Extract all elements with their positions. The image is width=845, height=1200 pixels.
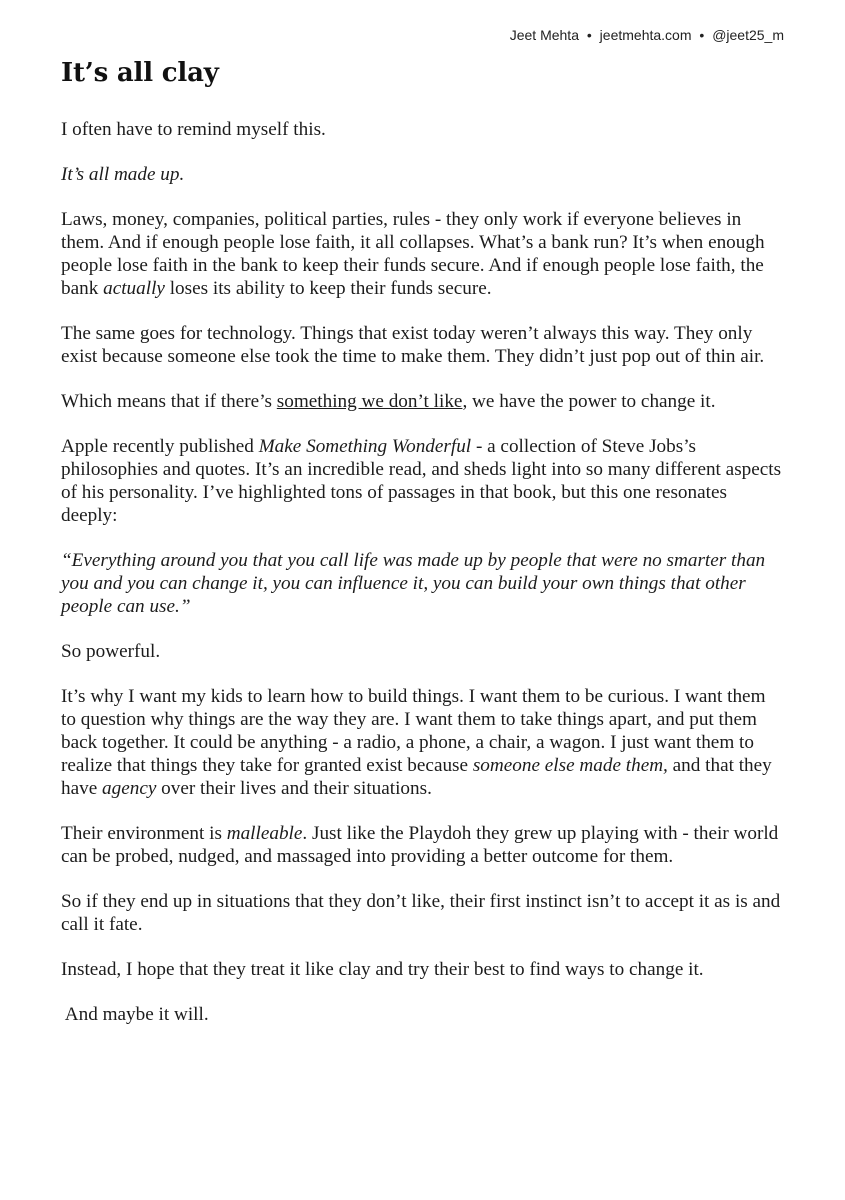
byline-separator: • — [586, 27, 592, 43]
paragraph-text: and that they have — [61, 755, 772, 799]
paragraph-apple-book — [61, 435, 785, 527]
paragraph-text: - a collection of Steve Jobs’s philosophies and quotes. It’s an incredible read, and sheds light into so many different aspects of his personality. I’ve highlighted tons of passages in that book, but this one resonates deeply: — [61, 436, 782, 526]
paragraph-intro: I often have to remind myself this. — [61, 119, 326, 140]
paragraph-power-to-change — [61, 390, 785, 413]
paragraph-text: . Just like the Playdoh they grew up playing with - their world can be probed, nudged, and massaged into providing a better outcome for them. — [61, 823, 779, 867]
author-name: Jeet Mehta — [509, 27, 579, 43]
paragraph-environment — [61, 822, 785, 868]
emphasis-text: agency — [102, 778, 157, 799]
byline-separator: • — [699, 27, 705, 43]
quote-text: “Everything around you that you call life was made up by people that were no smarter than you and you can change it, you can influence it, you can build your own things that other people can use.” — [61, 550, 766, 617]
byline-header — [510, 27, 784, 43]
paragraph-so-powerful: So powerful. — [61, 641, 161, 662]
article-body — [61, 118, 785, 1048]
emphasis-text: malleable — [226, 823, 303, 844]
steve-jobs-quote — [61, 549, 785, 618]
something-we-dont-like-link[interactable]: something we don’t like — [276, 391, 463, 412]
emphasis-text: someone else made them, — [472, 755, 668, 776]
paragraph-laws-money — [61, 208, 785, 300]
paragraph-situations: So if they end up in situations that they don’t like, their first instinct isn’t to accept it as is and call it fate. — [61, 891, 781, 935]
paragraph-technology: The same goes for technology. Things that exist today weren’t always this way. They only exist because someone else took the time to make them. They didn’t just pop out of thin air. — [61, 323, 765, 367]
paragraph-text: Which means that if there’s — [61, 391, 277, 412]
paragraph-treat-like-clay: Instead, I hope that they treat it like clay and try their best to find ways to change it. — [61, 959, 704, 980]
paragraph-text: It’s why I want my kids to learn how to build things. I want them to be curious. I want them to question why things are the way they are. I want them to take things apart, and put them back together. It could be anything - a radio, a phone, a chair, a wagon. I just want them to realize that things they take for granted exist because — [61, 686, 766, 776]
paragraph-text: Laws, money, companies, political parties, rules - they only work if everyone believes in them. And if enough people lose faith, it all collapses. What’s a bank run? It’s when enough people lose faith in the bank to keep their funds secure. And if enough people lose faith, the bank — [61, 209, 765, 299]
book-title: Make Something Wonderful — [258, 436, 472, 457]
emphasis-text: actually — [103, 278, 165, 299]
paragraph-text: Their environment is — [61, 823, 227, 844]
paragraph-text: Apple recently published — [61, 436, 259, 457]
article-title: It’s all clay — [61, 58, 219, 88]
paragraph-made-up — [61, 163, 785, 186]
paragraph-closing: And maybe it will. — [61, 1004, 209, 1025]
website-link[interactable]: jeetmehta.com — [599, 27, 692, 43]
paragraph-text: loses its ability to keep their funds secure. — [164, 278, 492, 299]
paragraph-text: , we have the power to change it. — [462, 391, 716, 412]
twitter-handle-link[interactable]: @jeet25_m — [712, 27, 784, 43]
emphasis-text: It’s all made up. — [61, 164, 185, 185]
paragraph-kids — [61, 685, 785, 800]
paragraph-text: over their lives and their situations. — [156, 778, 432, 799]
